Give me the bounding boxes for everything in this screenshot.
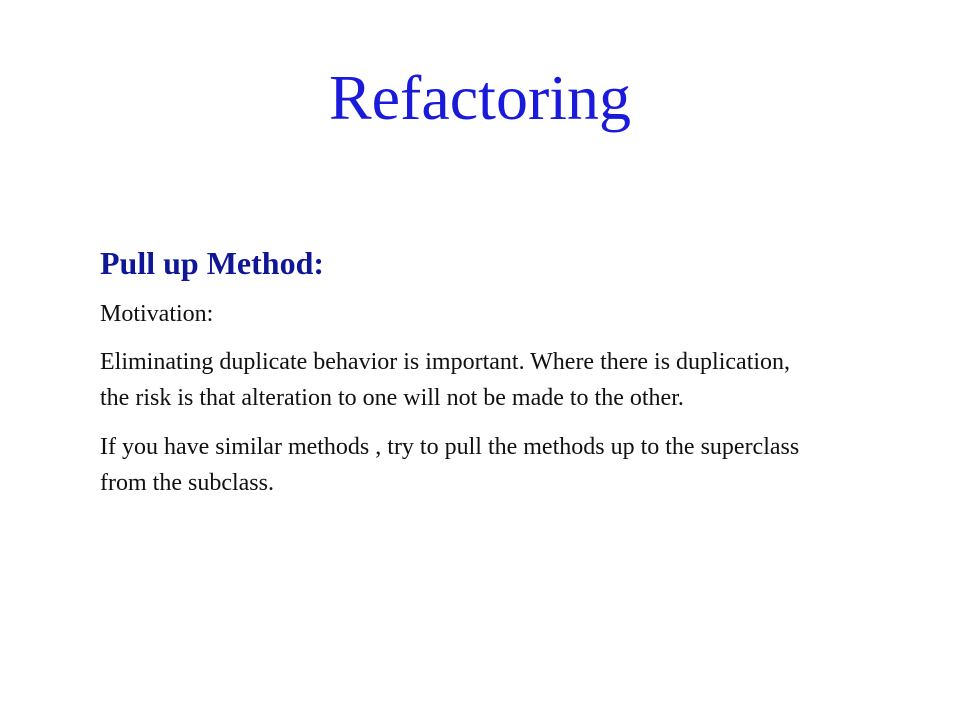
paragraph-motivation: Motivation: [100, 301, 214, 327]
section-heading: Pull up Method: [100, 245, 325, 281]
slide-content [100, 238, 800, 501]
paragraph-eliminating-duplicates: Eliminating duplicate behavior is important. Where there is duplication, the risk is that alteration to one will not be made to the other. [100, 349, 791, 411]
slide-title: Refactoring [328, 62, 632, 133]
paragraph-pull-up-advice: If you have similar methods , try to pull the methods up to the superclass from the subclass. [100, 434, 800, 496]
